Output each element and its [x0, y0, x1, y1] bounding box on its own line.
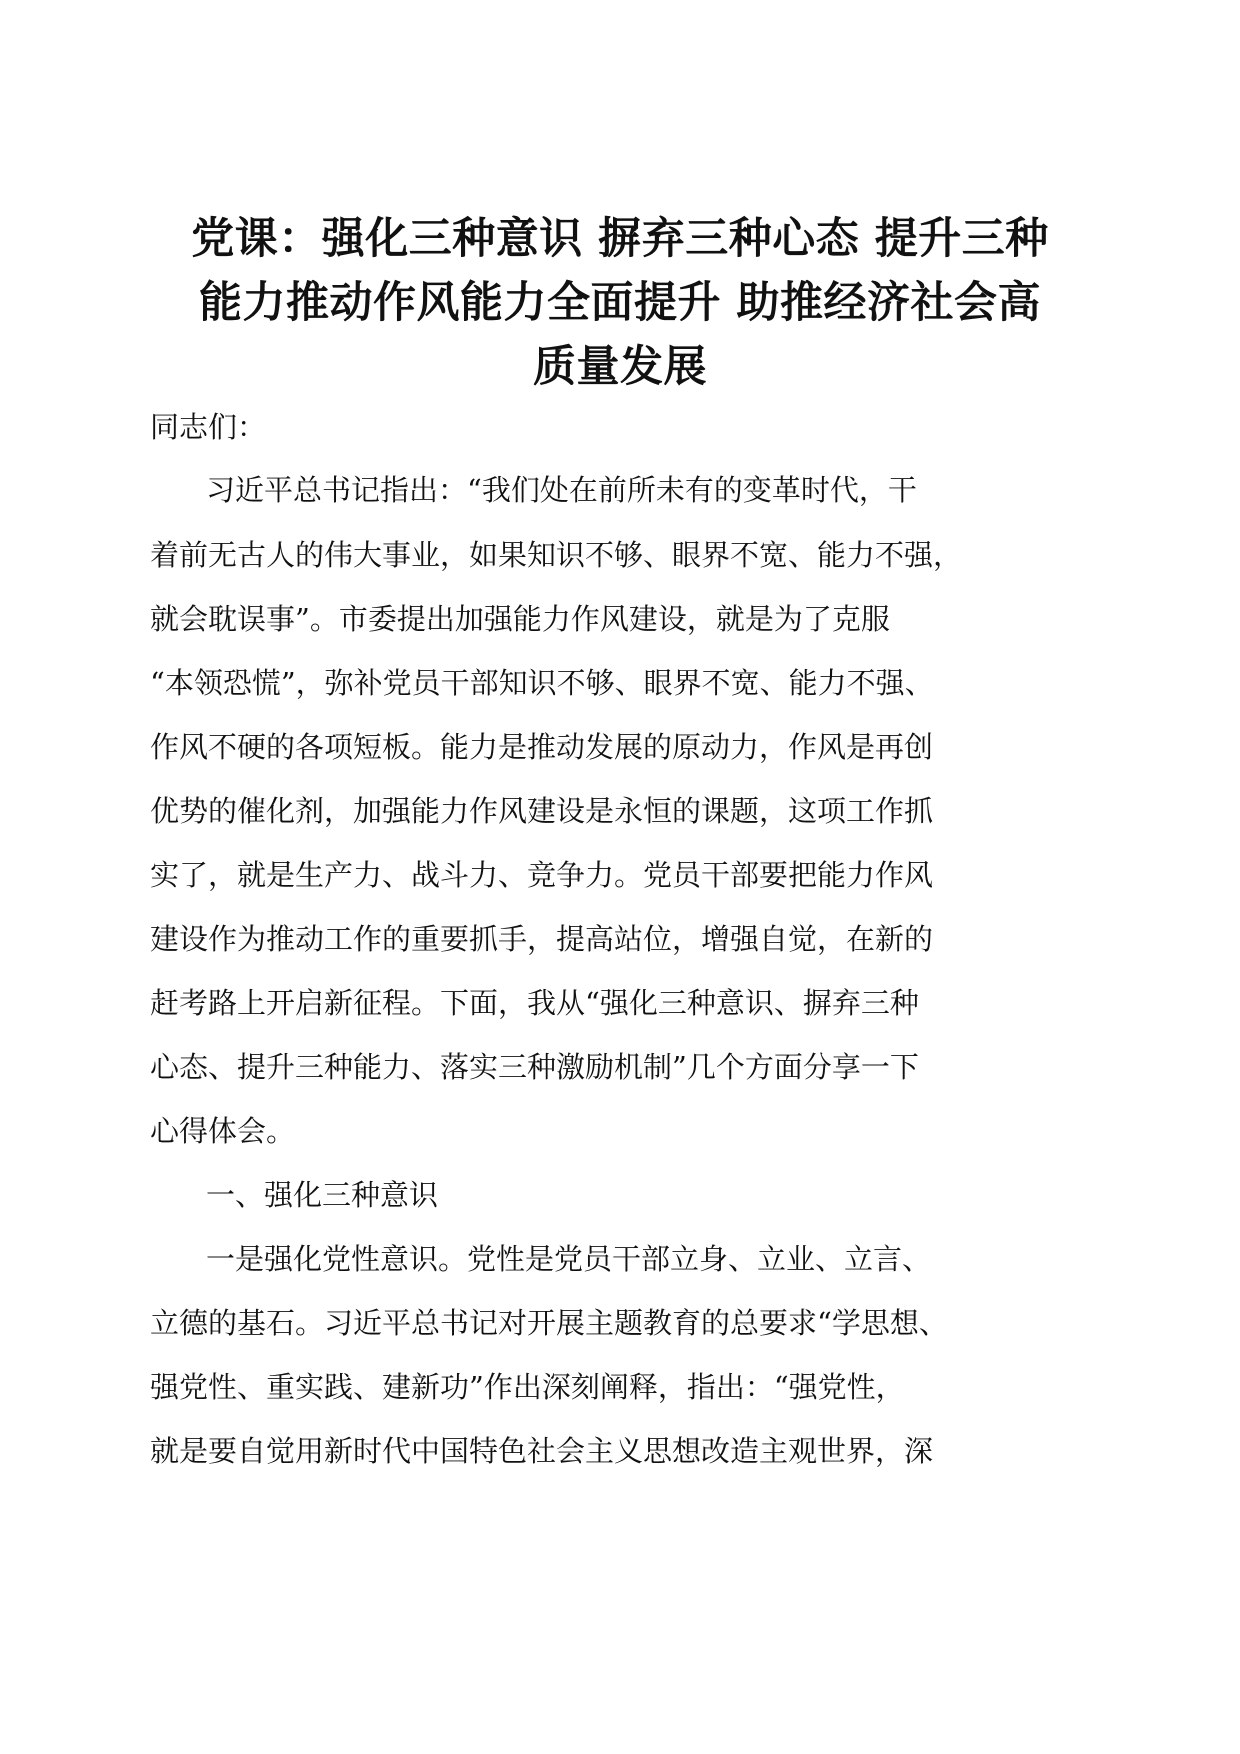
body-line: 实了，就是生产力、战斗力、竞争力。党员干部要把能力作风	[150, 858, 934, 892]
body-line: 就会耽误事”。市委提出加强能力作风建设，就是为了克服	[150, 602, 890, 636]
body-line: 赶考路上开启新征程。下面，我从“强化三种意识、摒弃三种	[150, 986, 919, 1020]
section-heading: 一、强化三种意识	[206, 1178, 439, 1212]
section-line: 立德的基石。习近平总书记对开展主题教育的总要求“学思想、	[150, 1306, 948, 1340]
body-line: 心态、提升三种能力、落实三种激励机制”几个方面分享一下	[150, 1050, 919, 1084]
body-line: 建设作为推动工作的重要抓手，提高站位，增强自觉，在新的	[150, 922, 934, 956]
section-line: 强党性、重实践、建新功”作出深刻阐释，指出：“强党性，	[150, 1370, 905, 1404]
body-line: 习近平总书记指出：“我们处在前所未有的变革时代，干	[206, 473, 917, 507]
salutation: 同志们：	[150, 410, 267, 444]
body-line: 着前无古人的伟大事业，如果知识不够、眼界不宽、能力不强，	[150, 538, 963, 572]
section-line: 就是要自觉用新时代中国特色社会主义思想改造主观世界，深	[150, 1434, 934, 1468]
body-line: “本领恐慌”，弥补党员干部知识不够、眼界不宽、能力不强、	[150, 666, 934, 700]
section-line: 一是强化党性意识。党性是党员干部立身、立业、立言、	[206, 1242, 932, 1276]
title-line-2: 能力推动作风能力全面提升 助推经济社会高	[199, 278, 1041, 328]
body-line: 作风不硬的各项短板。能力是推动发展的原动力，作风是再创	[150, 730, 934, 764]
body-line: 优势的催化剂，加强能力作风建设是永恒的课题，这项工作抓	[150, 794, 934, 828]
body-line: 心得体会。	[150, 1114, 296, 1148]
title-line-3: 质量发展	[533, 342, 707, 392]
title-line-1: 党课：强化三种意识 摒弃三种心态 提升三种	[191, 214, 1049, 264]
